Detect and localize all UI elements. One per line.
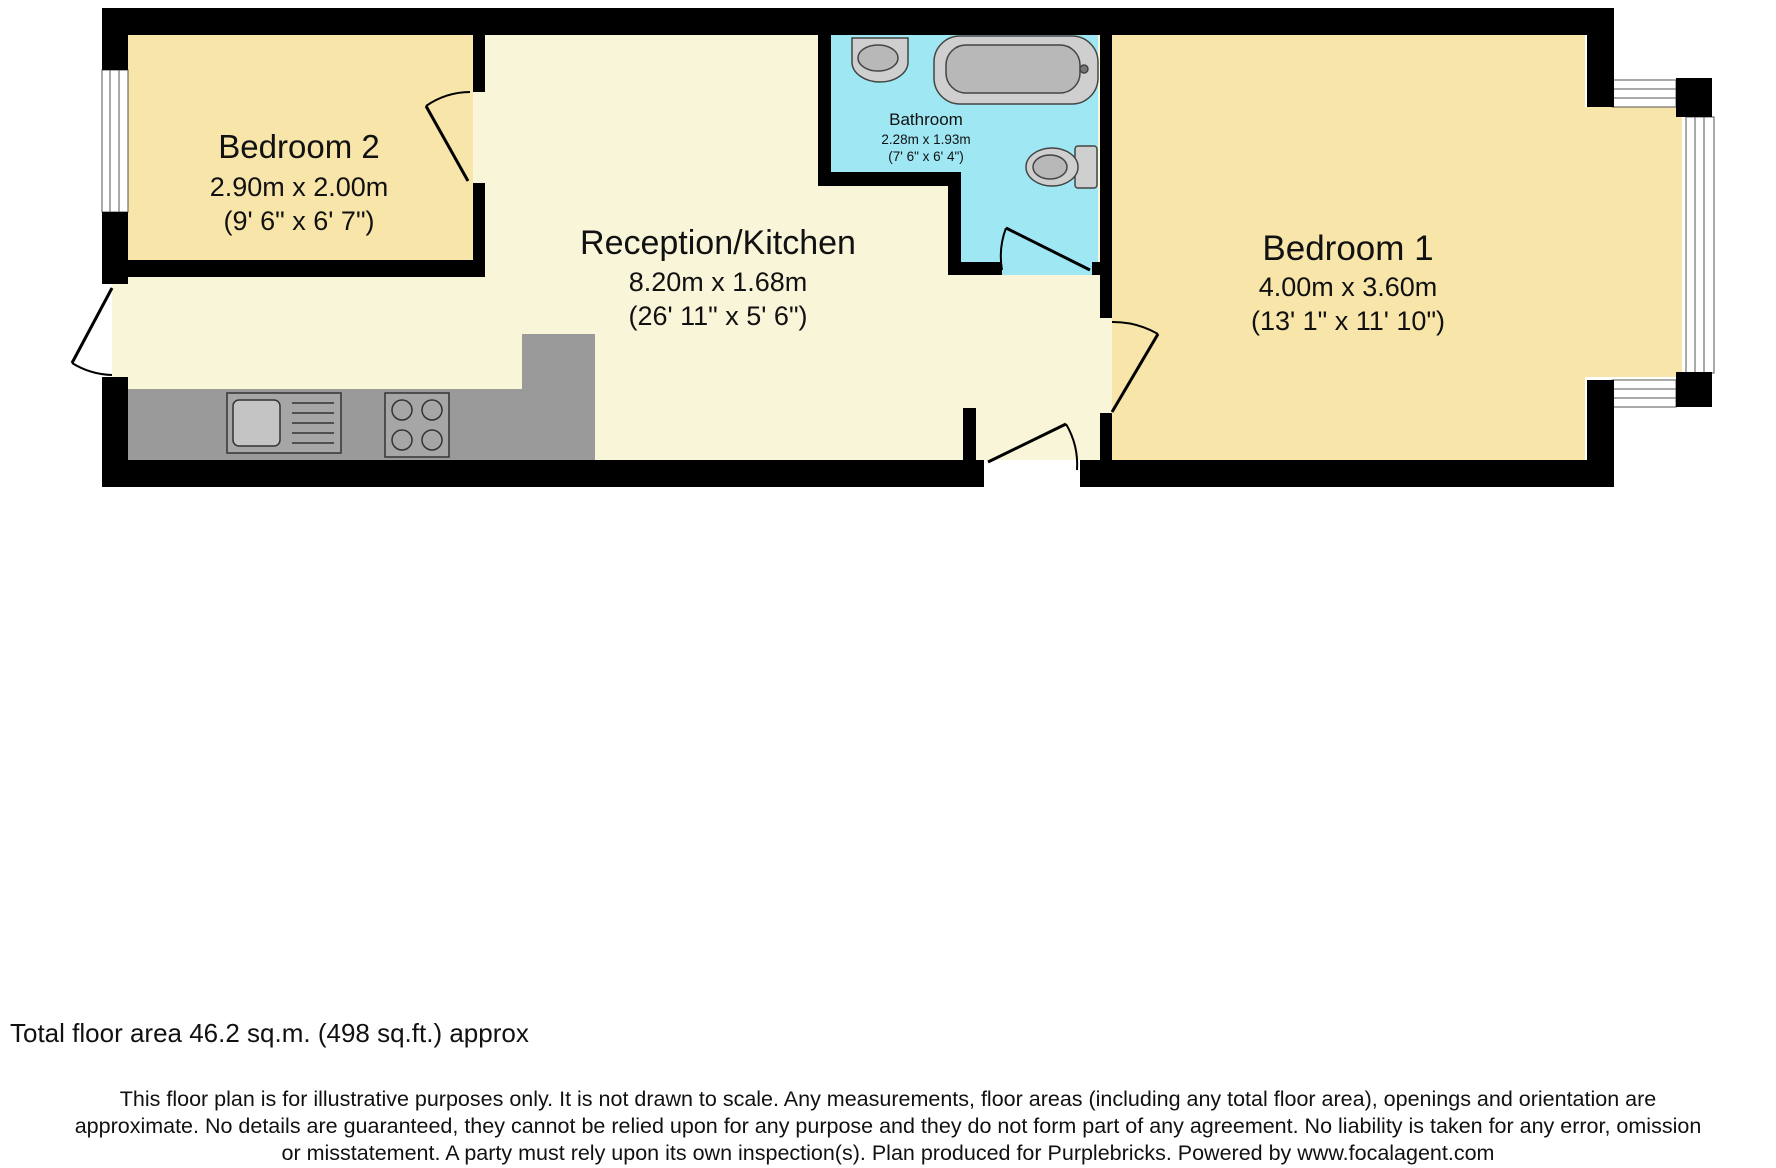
disclaimer	[0, 1086, 1776, 1167]
sink-icon	[227, 393, 341, 453]
disclaimer-line: This floor plan is for illustrative purposes only. It is not drawn to scale. Any measurements, floor areas (including any total floor area), openings and orientation are	[119, 1087, 1657, 1111]
window-bay-bottom	[1612, 380, 1676, 407]
window-bay-front	[1686, 117, 1714, 373]
floor-plan	[0, 0, 1776, 490]
room-name: Bedroom 1	[1262, 229, 1434, 268]
bay-window-floor	[1585, 107, 1682, 377]
room-imperial: (9' 6" x 6' 7")	[223, 206, 375, 236]
bathtub-icon	[934, 36, 1098, 104]
toilet-icon	[1026, 146, 1097, 188]
label-bedroom-2	[210, 128, 389, 236]
disclaimer-line: or misstatement. A party must rely upon its own inspection(s). Plan produced for Purplebricks. Powered by www.focalagent.com	[281, 1141, 1495, 1165]
hob-icon	[385, 393, 449, 457]
window-bedroom-2	[102, 70, 128, 212]
basin-icon	[852, 38, 908, 82]
total-floor-area: Total floor area 46.2 sq.m. (498 sq.ft.) approx	[10, 1018, 529, 1048]
room-imperial: (13' 1" x 11' 10")	[1250, 306, 1446, 336]
room-imperial: (7' 6" x 6' 4")	[888, 149, 964, 164]
room-metric: 2.90m x 2.00m	[209, 172, 389, 202]
room-metric: 4.00m x 3.60m	[1258, 272, 1438, 302]
room-name: Bathroom	[889, 110, 963, 129]
room-imperial: (26' 11" x 5' 6")	[628, 301, 808, 331]
disclaimer-line: approximate. No details are guaranteed, they cannot be relied upon for any purpose and they do not form part of any agreement. No liability is taken for any error, omission	[74, 1114, 1702, 1138]
door-entrance-side	[72, 288, 112, 375]
label-bedroom-1	[1251, 229, 1445, 336]
window-bay-top	[1612, 80, 1676, 107]
room-metric: 2.28m x 1.93m	[881, 132, 971, 147]
room-metric: 8.20m x 1.68m	[628, 267, 808, 297]
label-bathroom	[881, 110, 970, 164]
room-name: Bedroom 2	[218, 128, 380, 165]
room-name: Reception/Kitchen	[580, 224, 856, 262]
